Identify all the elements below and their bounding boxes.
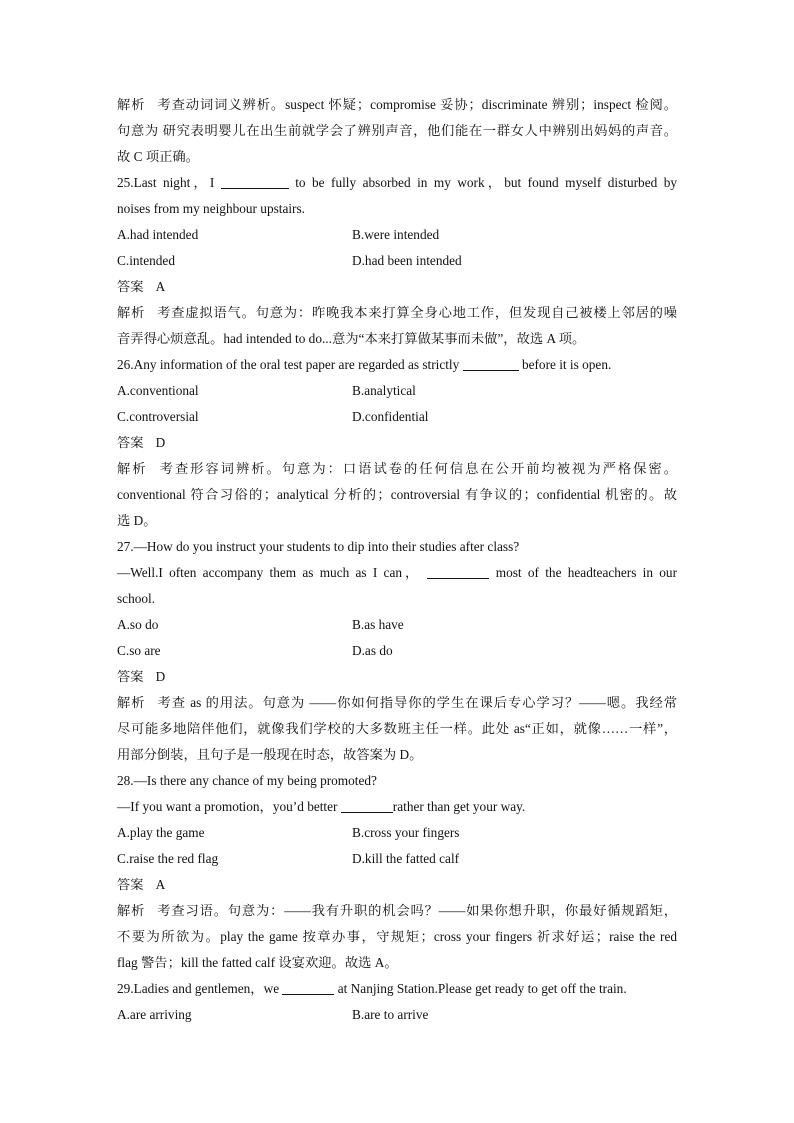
question-27-line-1: 27.—How do you instruct your students to dip into their studies after class? — [117, 539, 520, 554]
question-28-options-ab — [117, 820, 677, 846]
answer-blank — [427, 565, 489, 579]
question-28-line-1: 28.—Is there any chance of my being promoted? — [117, 773, 377, 788]
question-25-line-1: 25.Last night，I to be fully absorbed in my work，but found myself disturbed by — [117, 175, 678, 190]
question-25-answer: 答案 A — [117, 279, 166, 294]
question-27-line-2: —Well.I often accompany them as much as I can， most of the headteachers in our — [117, 565, 678, 580]
analysis-24-line-2: 句意为 研究表明婴儿在出生前就学会了辨别声音，他们能在一群女人中辨别出妈妈的声音。 — [117, 123, 677, 138]
question-27-analysis-line-3: 用部分倒装，且句子是一般现在时态，故答案为 D。 — [117, 747, 423, 762]
option-a: A.so do — [117, 617, 159, 632]
question-25-analysis-line-1: 解析 考查虚拟语气。句意为：昨晚我本来打算全身心地工作，但发现自己被楼上邻居的噪 — [117, 305, 678, 320]
option-b: B.are to arrive — [352, 1007, 429, 1022]
question-26-analysis-line-1: 解析 考查形容词辨析。句意为：口语试卷的任何信息在公开前均被视为严格保密。 — [117, 461, 678, 476]
question-25-line-2: noises from my neighbour upstairs. — [117, 201, 305, 216]
question-28-analysis-line-3: flag 警告；kill the fatted calf 设宴欢迎。故选 A。 — [117, 955, 398, 970]
option-c: C.so are — [117, 643, 161, 658]
question-28-answer: 答案 A — [117, 877, 166, 892]
option-c: C.raise the red flag — [117, 851, 219, 866]
document-page — [117, 92, 677, 1028]
answer-blank — [463, 357, 519, 371]
question-26-line-1: 26.Any information of the oral test paper are regarded as strictly before it is open. — [117, 357, 612, 372]
option-a: A.had intended — [117, 227, 199, 242]
question-27-options-ab — [117, 612, 677, 638]
analysis-label: 解析 — [117, 97, 146, 112]
question-27-analysis-line-1: 解析 考查 as 的用法。句意为 ——你如何指导你的学生在课后专心学习？——嗯。我经常 — [117, 695, 677, 710]
analysis-24-line-3: 故 C 项正确。 — [117, 149, 200, 164]
option-d: D.kill the fatted calf — [352, 851, 460, 866]
option-b: B.analytical — [352, 383, 416, 398]
question-29-line-1: 29.Ladies and gentlemen，we at Nanjing Station.Please get ready to get off the train. — [117, 981, 627, 996]
question-29-options-ab — [117, 1002, 677, 1028]
option-a: A.are arriving — [117, 1007, 192, 1022]
option-a: A.conventional — [117, 383, 199, 398]
question-28-options-cd — [117, 846, 677, 872]
question-26-answer: 答案 D — [117, 435, 166, 450]
question-27-answer: 答案 D — [117, 669, 166, 684]
question-26-analysis-line-3: 选 D。 — [117, 513, 157, 528]
question-26-options-cd — [117, 404, 677, 430]
question-27-analysis-line-2: 尽可能多地陪伴他们，就像我们学校的大多数班主任一样。此处 as“正如，就像……一样”， — [117, 721, 677, 736]
answer-blank — [221, 175, 289, 189]
question-28-line-2: —If you want a promotion，you’d better rather than get your way. — [117, 799, 526, 814]
question-26-options-ab — [117, 378, 677, 404]
question-27-options-cd — [117, 638, 677, 664]
option-d: D.had been intended — [352, 253, 462, 268]
question-26-analysis-line-2: conventional 符合习俗的；analytical 分析的；controversial 有争议的；confidential 机密的。故 — [117, 487, 677, 502]
analysis-24-line-1: 解析 考查动词词义辨析。suspect 怀疑；compromise 妥协；discriminate 辨别；inspect 检阅。 — [117, 97, 678, 112]
option-c: C.intended — [117, 253, 175, 268]
option-a: A.play the game — [117, 825, 205, 840]
question-28-analysis-line-1: 解析 考查习语。句意为：——我有升职的机会吗？——如果你想升职，你最好循规蹈矩， — [117, 903, 678, 918]
question-28-analysis-line-2: 不要为所欲为。play the game 按章办事，守规矩；cross your fingers 祈求好运；raise the red — [117, 929, 677, 944]
question-25-options-ab — [117, 222, 677, 248]
option-b: B.cross your fingers — [352, 825, 460, 840]
option-d: D.confidential — [352, 409, 429, 424]
option-b: B.were intended — [352, 227, 440, 242]
answer-blank — [282, 981, 334, 995]
option-b: B.as have — [352, 617, 404, 632]
answer-blank — [341, 799, 393, 813]
question-25-analysis-line-2: 音弄得心烦意乱。had intended to do...意为“本来打算做某事而未做”，故选 A 项。 — [117, 331, 586, 346]
option-c: C.controversial — [117, 409, 199, 424]
question-27-line-3: school. — [117, 591, 156, 606]
question-25-options-cd — [117, 248, 677, 274]
option-d: D.as do — [352, 643, 393, 658]
